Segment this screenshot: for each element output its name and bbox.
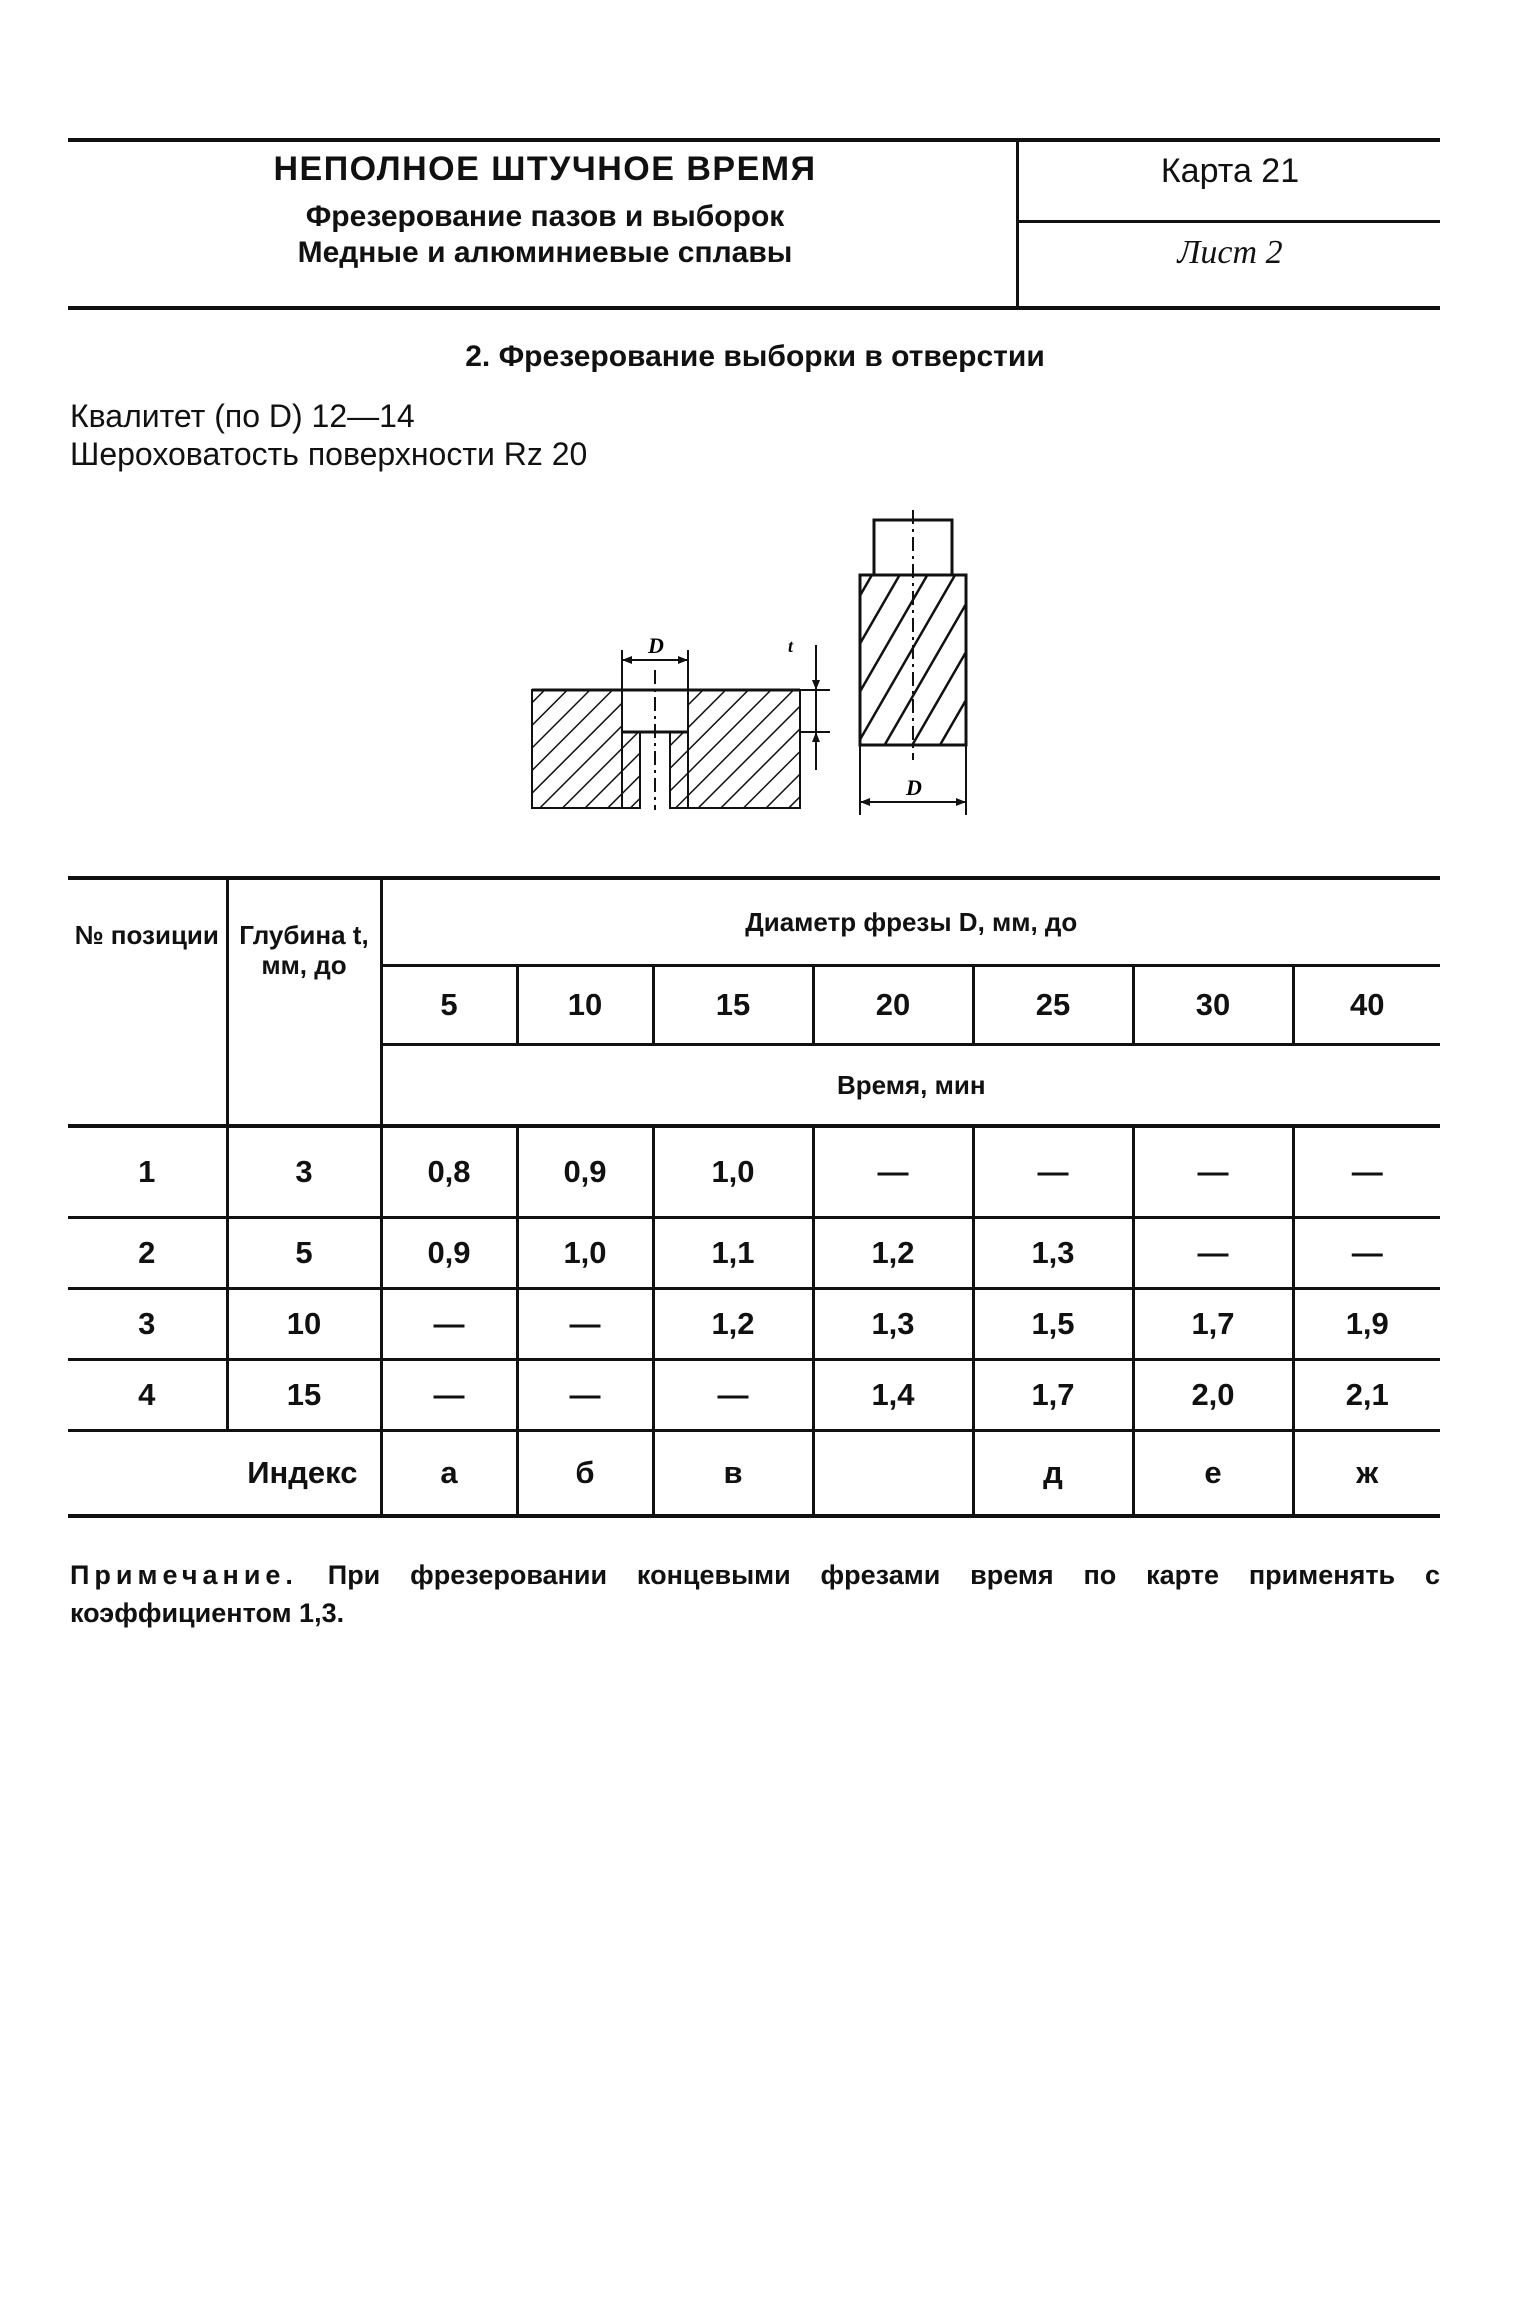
position-cell: 3 xyxy=(68,1289,227,1360)
time-cell: 1,9 xyxy=(1293,1289,1440,1360)
time-cell: 1,2 xyxy=(653,1289,813,1360)
time-cell: 1,0 xyxy=(653,1126,813,1218)
dimension-label-t: t xyxy=(788,636,794,656)
time-norms-table xyxy=(68,876,1440,1518)
sheet-number: Лист 2 xyxy=(1177,234,1283,271)
depth-cell: 15 xyxy=(227,1360,381,1431)
document-subtitle-material: Медные и алюминиевые сплавы xyxy=(297,236,793,269)
depth-cell: 3 xyxy=(227,1126,381,1218)
time-cell: 0,9 xyxy=(517,1126,653,1218)
index-cell: в xyxy=(653,1431,813,1517)
table-row xyxy=(68,1289,1440,1360)
time-header: Время, мин xyxy=(381,1045,1440,1127)
time-cell: 1,1 xyxy=(653,1218,813,1289)
diameter-header-30: 30 xyxy=(1133,966,1293,1045)
time-cell: — xyxy=(1133,1126,1293,1218)
time-cell: 2,0 xyxy=(1133,1360,1293,1431)
position-cell: 2 xyxy=(68,1218,227,1289)
section-title: 2. Фрезерование выборки в отверстии xyxy=(465,340,1045,373)
milling-cutter xyxy=(860,510,966,815)
header-card-sheet-divider xyxy=(1016,220,1440,223)
header-top-rule xyxy=(68,138,1440,142)
card-number: Карта 21 xyxy=(1160,152,1300,190)
time-cell: 1,0 xyxy=(517,1218,653,1289)
time-cell: 1,5 xyxy=(973,1289,1133,1360)
time-cell: — xyxy=(653,1360,813,1431)
time-cell: 0,8 xyxy=(381,1126,517,1218)
diameter-header-40: 40 xyxy=(1293,966,1440,1045)
index-row xyxy=(68,1431,1440,1517)
dimension-label-d-left: D xyxy=(648,633,664,658)
time-cell: — xyxy=(1293,1218,1440,1289)
column-header-position: № позиции xyxy=(68,878,227,1126)
note-text: При фрезеровании концевыми фрезами время по карте применять с коэффициентом 1,3. xyxy=(70,1560,1440,1628)
index-cell xyxy=(813,1431,973,1517)
time-cell: — xyxy=(381,1360,517,1431)
index-cell: а xyxy=(381,1431,517,1517)
index-label: Индекс xyxy=(68,1431,381,1517)
time-cell: — xyxy=(1293,1126,1440,1218)
time-cell: 1,3 xyxy=(973,1218,1133,1289)
diameter-header-25: 25 xyxy=(973,966,1133,1045)
workpiece-section xyxy=(532,633,830,810)
index-cell: ж xyxy=(1293,1431,1440,1517)
time-cell: — xyxy=(381,1289,517,1360)
depth-cell: 5 xyxy=(227,1218,381,1289)
time-cell: 1,7 xyxy=(1133,1289,1293,1360)
time-cell: — xyxy=(1133,1218,1293,1289)
index-cell: д xyxy=(973,1431,1133,1517)
document-subtitle-operation: Фрезерование пазов и выборок xyxy=(305,200,785,233)
column-header-depth: Глубина t, мм, до xyxy=(227,878,381,1126)
time-cell: — xyxy=(517,1360,653,1431)
time-cell: 0,9 xyxy=(381,1218,517,1289)
table-row xyxy=(68,1218,1440,1289)
technical-drawing xyxy=(520,510,980,830)
diameter-header-20: 20 xyxy=(813,966,973,1045)
time-cell: — xyxy=(973,1126,1133,1218)
time-cell: 1,3 xyxy=(813,1289,973,1360)
time-cell: — xyxy=(517,1289,653,1360)
diameter-header: Диаметр фрезы D, мм, до xyxy=(381,878,1440,966)
header-bottom-rule xyxy=(68,306,1440,310)
index-cell: б xyxy=(517,1431,653,1517)
position-cell: 4 xyxy=(68,1360,227,1431)
table-row xyxy=(68,1360,1440,1431)
position-cell: 1 xyxy=(68,1126,227,1218)
time-cell: 2,1 xyxy=(1293,1360,1440,1431)
document-title: НЕПОЛНОЕ ШТУЧНОЕ ВРЕМЯ xyxy=(273,150,817,188)
note-paragraph xyxy=(70,1556,1440,1632)
quality-parameter: Квалитет (по D) 12—14 xyxy=(70,398,415,434)
note-label: Примечание. xyxy=(70,1560,298,1590)
time-cell: 1,4 xyxy=(813,1360,973,1431)
time-cell: 1,2 xyxy=(813,1218,973,1289)
dimension-label-d-right: D xyxy=(906,775,922,800)
time-cell: 1,7 xyxy=(973,1360,1133,1431)
depth-cell: 10 xyxy=(227,1289,381,1360)
diameter-header-15: 15 xyxy=(653,966,813,1045)
table-row xyxy=(68,1126,1440,1218)
time-cell: — xyxy=(813,1126,973,1218)
diameter-header-5: 5 xyxy=(381,966,517,1045)
diameter-header-10: 10 xyxy=(517,966,653,1045)
index-cell: е xyxy=(1133,1431,1293,1517)
roughness-parameter: Шероховатость поверхности Rz 20 xyxy=(70,436,588,472)
